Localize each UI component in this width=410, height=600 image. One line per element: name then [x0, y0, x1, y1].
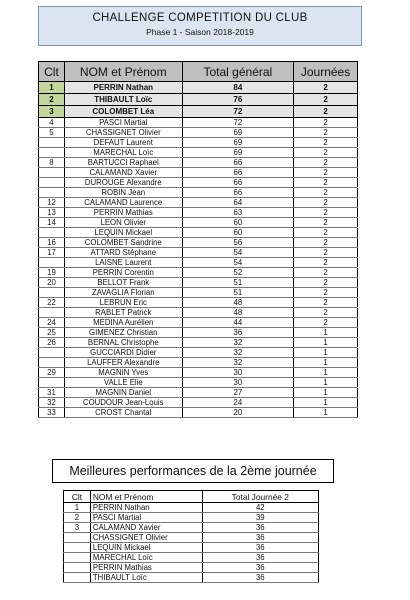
- table-row: [39, 348, 358, 358]
- journees-cell: 2: [294, 128, 358, 138]
- best-header-row: [64, 491, 319, 503]
- name-cell: LEON Olivier: [64, 218, 182, 228]
- rank-cell: 3: [39, 106, 65, 118]
- total-cell: 30: [182, 368, 293, 378]
- rank-cell: 31: [39, 388, 65, 398]
- total-cell: 69: [182, 148, 293, 158]
- rank-cell: 12: [39, 198, 65, 208]
- ranking-table: [38, 61, 358, 418]
- total-cell: 36: [202, 573, 318, 583]
- rank-cell: 8: [39, 158, 65, 168]
- best-performances-table: [63, 490, 319, 583]
- journees-cell: 1: [294, 368, 358, 378]
- name-cell: PERRIN Nathan: [64, 82, 182, 94]
- name-cell: LEQUIN Mickael: [64, 228, 182, 238]
- name-cell: PASCI Martial: [64, 118, 182, 128]
- table-row: [39, 94, 358, 106]
- table-row: [39, 178, 358, 188]
- name-cell: ZAVAGLIA Florian: [64, 288, 182, 298]
- total-cell: 36: [202, 543, 318, 553]
- total-cell: 63: [182, 208, 293, 218]
- rank-cell: 1: [39, 82, 65, 94]
- rank-cell: 3: [64, 523, 91, 533]
- name-cell: VALLE Elie: [64, 378, 182, 388]
- name-cell: DUROUGE Alexandre: [64, 178, 182, 188]
- total-cell: 72: [182, 106, 293, 118]
- total-cell: 52: [182, 268, 293, 278]
- rank-cell: [64, 543, 91, 553]
- name-cell: CALAMAND Laurence: [64, 198, 182, 208]
- table-row: [39, 398, 358, 408]
- total-cell: 20: [182, 408, 293, 418]
- journees-cell: 2: [294, 138, 358, 148]
- name-cell: MAGNIN Yves: [64, 368, 182, 378]
- table-row: [39, 198, 358, 208]
- name-cell: THIBAULT Loïc: [90, 573, 202, 583]
- total-cell: 24: [182, 398, 293, 408]
- name-cell: GUCCIARDI Didier: [64, 348, 182, 358]
- total-cell: 54: [182, 248, 293, 258]
- rank-cell: [39, 378, 65, 388]
- table-row: [39, 138, 358, 148]
- table-row: [64, 533, 319, 543]
- table-row: [39, 208, 358, 218]
- rank-cell: [39, 288, 65, 298]
- rank-cell: [64, 553, 91, 563]
- table-row: [39, 298, 358, 308]
- total-cell: 66: [182, 188, 293, 198]
- journees-cell: 1: [294, 348, 358, 358]
- rank-cell: [39, 358, 65, 368]
- total-cell: 32: [182, 358, 293, 368]
- rank-cell: [39, 138, 65, 148]
- total-cell: 84: [182, 82, 293, 94]
- total-cell: 27: [182, 388, 293, 398]
- table-row: [39, 368, 358, 378]
- rank-cell: 13: [39, 208, 65, 218]
- name-cell: PERRIN Mathias: [64, 208, 182, 218]
- table-row: [39, 128, 358, 138]
- rank-cell: 2: [39, 94, 65, 106]
- rank-cell: [39, 178, 65, 188]
- name-cell: CALAMAND Xavier: [64, 168, 182, 178]
- total-cell: 32: [182, 348, 293, 358]
- name-cell: BARTUCCI Raphael: [64, 158, 182, 168]
- rank-cell: [39, 188, 65, 198]
- total-cell: 51: [182, 288, 293, 298]
- total-cell: 66: [182, 178, 293, 188]
- best-performances-title: Meilleures performances de la 2ème journée: [52, 459, 334, 483]
- table-row: [39, 288, 358, 298]
- journees-cell: 1: [294, 408, 358, 418]
- journees-cell: 2: [294, 298, 358, 308]
- journees-cell: 1: [294, 338, 358, 348]
- rank-cell: 1: [64, 503, 91, 513]
- table-row: [39, 118, 358, 128]
- total-cell: 36: [202, 533, 318, 543]
- journees-cell: 1: [294, 388, 358, 398]
- table-row: [39, 358, 358, 368]
- name-cell: PERRIN Mathias: [90, 563, 202, 573]
- table-row: [39, 238, 358, 248]
- total-cell: 56: [182, 238, 293, 248]
- rank-cell: [39, 348, 65, 358]
- table-row: [39, 148, 358, 158]
- journees-cell: 2: [294, 158, 358, 168]
- table-row: [39, 188, 358, 198]
- total-cell: 48: [182, 298, 293, 308]
- table-row: [64, 573, 319, 583]
- best-body: [64, 503, 319, 583]
- rank-cell: 32: [39, 398, 65, 408]
- total-cell: 60: [182, 228, 293, 238]
- rank-cell: [39, 228, 65, 238]
- header-clt: Clt: [39, 62, 65, 82]
- table-row: [64, 563, 319, 573]
- total-cell: 66: [182, 168, 293, 178]
- total-cell: 48: [182, 308, 293, 318]
- rank-cell: 16: [39, 238, 65, 248]
- page-subtitle: Phase 1 - Saison 2018-2019: [146, 27, 254, 37]
- total-cell: 69: [182, 138, 293, 148]
- table-row: [39, 168, 358, 178]
- journees-cell: 1: [294, 398, 358, 408]
- total-cell: 36: [202, 523, 318, 533]
- total-cell: 72: [182, 118, 293, 128]
- table-row: [64, 523, 319, 533]
- name-cell: THIBAULT Loïc: [64, 94, 182, 106]
- rank-cell: 14: [39, 218, 65, 228]
- name-cell: CALAMAND Xavier: [90, 523, 202, 533]
- name-cell: PASCI Martial: [90, 513, 202, 523]
- rank-cell: 33: [39, 408, 65, 418]
- title-box: [38, 6, 362, 46]
- ranking-header-row: [39, 62, 358, 82]
- name-cell: BELLOT Frank: [64, 278, 182, 288]
- journees-cell: 2: [294, 308, 358, 318]
- rank-cell: 20: [39, 278, 65, 288]
- total-cell: 66: [182, 158, 293, 168]
- total-cell: 51: [182, 278, 293, 288]
- table-row: [39, 218, 358, 228]
- table-row: [39, 308, 358, 318]
- table-row: [39, 278, 358, 288]
- total-cell: 54: [182, 258, 293, 268]
- journees-cell: 2: [294, 188, 358, 198]
- name-cell: MEDINA Aurélien: [64, 318, 182, 328]
- table-row: [39, 228, 358, 238]
- journees-cell: 2: [294, 278, 358, 288]
- rank-cell: [39, 148, 65, 158]
- rank-cell: 4: [39, 118, 65, 128]
- table-row: [39, 268, 358, 278]
- total-cell: 36: [182, 328, 293, 338]
- table-row: [39, 106, 358, 118]
- total-cell: 42: [202, 503, 318, 513]
- name-cell: GIMENEZ Christian: [64, 328, 182, 338]
- table-row: [64, 543, 319, 553]
- total-cell: 76: [182, 94, 293, 106]
- header-name: NOM et Prénom: [64, 62, 182, 82]
- total-cell: 32: [182, 338, 293, 348]
- total-cell: 69: [182, 128, 293, 138]
- name-cell: BERNAL Christophe: [64, 338, 182, 348]
- name-cell: MARECHAL Loïc: [64, 148, 182, 158]
- rank-cell: 25: [39, 328, 65, 338]
- journees-cell: 2: [294, 268, 358, 278]
- name-cell: DEFAUT Laurent: [64, 138, 182, 148]
- name-cell: CHASSIGNET Olivier: [90, 533, 202, 543]
- table-row: [64, 513, 319, 523]
- journees-cell: 2: [294, 288, 358, 298]
- best-header-clt: Clt: [64, 491, 91, 503]
- name-cell: LAISNE Laurent: [64, 258, 182, 268]
- rank-cell: [39, 308, 65, 318]
- name-cell: ATTARD Stéphane: [64, 248, 182, 258]
- name-cell: CROST Chantal: [64, 408, 182, 418]
- rank-cell: 19: [39, 268, 65, 278]
- rank-cell: 17: [39, 248, 65, 258]
- journees-cell: 2: [294, 82, 358, 94]
- rank-cell: [64, 563, 91, 573]
- total-cell: 64: [182, 198, 293, 208]
- journees-cell: 2: [294, 106, 358, 118]
- total-cell: 30: [182, 378, 293, 388]
- journees-cell: 2: [294, 208, 358, 218]
- name-cell: CHASSIGNET Olivier: [64, 128, 182, 138]
- name-cell: COLOMBET Sandrine: [64, 238, 182, 248]
- journees-cell: 1: [294, 358, 358, 368]
- best-header-total: Total Journée 2: [202, 491, 318, 503]
- total-cell: 44: [182, 318, 293, 328]
- table-row: [39, 328, 358, 338]
- name-cell: COLOMBET Léa: [64, 106, 182, 118]
- journees-cell: 2: [294, 318, 358, 328]
- header-total: Total général: [182, 62, 293, 82]
- table-row: [39, 378, 358, 388]
- table-row: [39, 82, 358, 94]
- journees-cell: 2: [294, 248, 358, 258]
- rank-cell: 29: [39, 368, 65, 378]
- journees-cell: 1: [294, 378, 358, 388]
- total-cell: 36: [202, 563, 318, 573]
- total-cell: 36: [202, 553, 318, 563]
- table-row: [64, 553, 319, 563]
- rank-cell: [64, 533, 91, 543]
- journees-cell: 2: [294, 178, 358, 188]
- name-cell: PERRIN Corentin: [64, 268, 182, 278]
- table-row: [64, 503, 319, 513]
- rank-cell: [64, 573, 91, 583]
- journees-cell: 2: [294, 148, 358, 158]
- journees-cell: 2: [294, 228, 358, 238]
- name-cell: MARECHAL Loïc: [90, 553, 202, 563]
- table-row: [39, 258, 358, 268]
- journees-cell: 1: [294, 328, 358, 338]
- name-cell: COUDOUR Jean-Louis: [64, 398, 182, 408]
- table-row: [39, 248, 358, 258]
- rank-cell: 2: [64, 513, 91, 523]
- journees-cell: 2: [294, 238, 358, 248]
- page-title: CHALLENGE COMPETITION DU CLUB: [92, 12, 308, 24]
- name-cell: LEQUIN Mickael: [90, 543, 202, 553]
- rank-cell: 24: [39, 318, 65, 328]
- header-journees: Journées: [294, 62, 358, 82]
- table-row: [39, 408, 358, 418]
- rank-cell: [39, 168, 65, 178]
- journees-cell: 2: [294, 118, 358, 128]
- table-row: [39, 318, 358, 328]
- table-row: [39, 158, 358, 168]
- journees-cell: 2: [294, 218, 358, 228]
- journees-cell: 2: [294, 94, 358, 106]
- rank-cell: 26: [39, 338, 65, 348]
- name-cell: MAGNIN Daniel: [64, 388, 182, 398]
- name-cell: PERRIN Nathan: [90, 503, 202, 513]
- table-row: [39, 388, 358, 398]
- ranking-body: [39, 82, 358, 418]
- rank-cell: 22: [39, 298, 65, 308]
- best-header-name: NOM et Prénom: [90, 491, 202, 503]
- table-row: [39, 338, 358, 348]
- journees-cell: 2: [294, 168, 358, 178]
- rank-cell: 5: [39, 128, 65, 138]
- journees-cell: 2: [294, 258, 358, 268]
- rank-cell: [39, 258, 65, 268]
- total-cell: 60: [182, 218, 293, 228]
- name-cell: LAUFFER Alexandre: [64, 358, 182, 368]
- total-cell: 39: [202, 513, 318, 523]
- name-cell: ROBIN Jean: [64, 188, 182, 198]
- name-cell: LEBRUN Eric: [64, 298, 182, 308]
- name-cell: RABLET Patrick: [64, 308, 182, 318]
- journees-cell: 2: [294, 198, 358, 208]
